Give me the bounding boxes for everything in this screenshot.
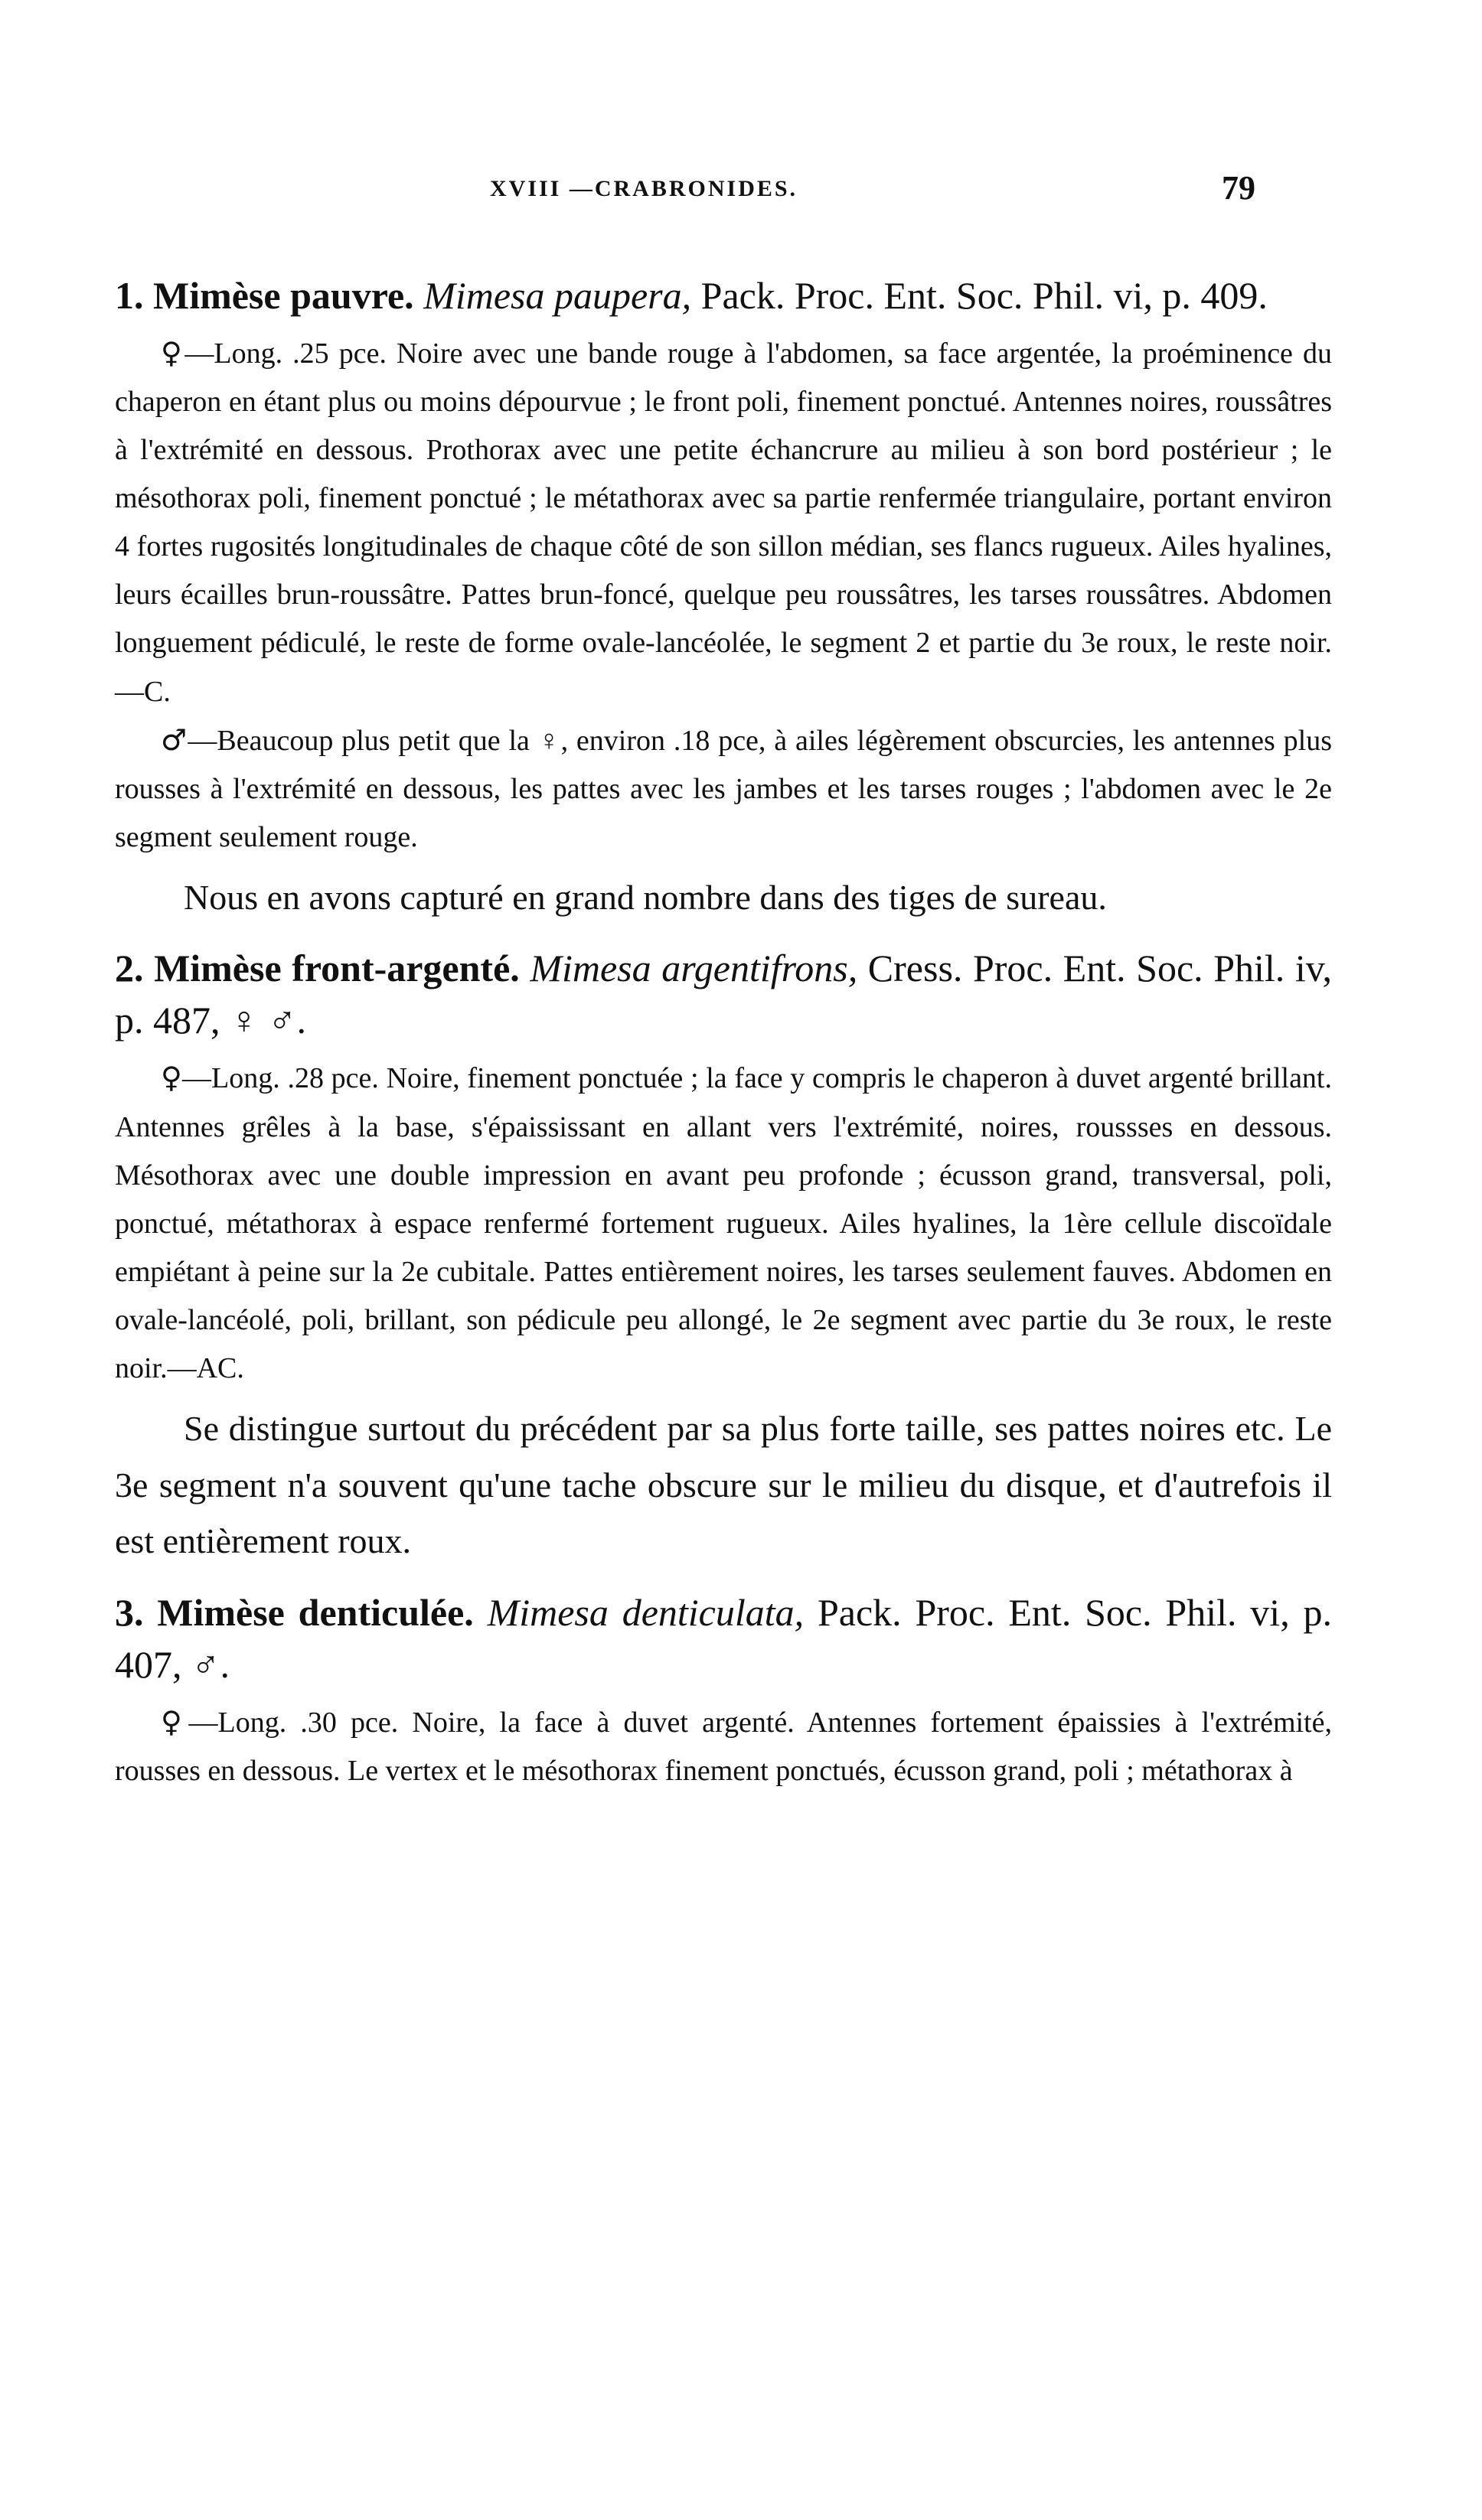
remark-2: Se distingue surtout du précédent par sa plus forte taille, ses pattes noires etc. Le 3e segment n'a souvent qu'une tache obscure sur le milieu du disque, et d'autrefois il est entièrement roux. xyxy=(115,1409,1332,1561)
description-text: —Long. .25 pce. Noire avec une bande rouge à l'abdomen, sa face argentée, la proéminence du chaperon en étant plus ou moins dépourvue ; le front poli, finement ponctué. Antennes noires, roussâtres à l'extrémité en dessous. Prothorax avec une petite échancrure au milieu à son bord postérieur ; le mésothorax poli, finement ponctué ; le métathorax avec sa partie renfermée triangulaire, portant environ 4 fortes rugosités longitudinales de chaque côté de son sillon médian, ses flancs rugueux. Ailes hyalines, leurs écailles brun-roussâtre. Pattes brun-foncé, quelque peu roussâtres, les tarses roussâtres. Abdomen longuement pédiculé, le reste de forme ovale-lancéolée, le segment 2 et partie du 3e roux, le reste noir.—C. xyxy=(115,337,1332,708)
female-description-2 xyxy=(115,1054,1332,1393)
page-number: 79 xyxy=(1222,169,1255,207)
description-text: —Long. .28 pce. Noire, finement ponctuée ; la face y compris le chaperon à duvet argenté brillant. Antennes grêles à la base, s'épaississant en allant vers l'extrémité, noires, roussses en dessous. Mésothorax avec une double impression en avant peu profonde ; écusson grand, transversal, poli, ponctué, métathorax à espace renfermé fortement rugueux. Ailes hyalines, la 1ère cellule discoïdale empiétant à peine sur la 2e cubitale. Pattes entièrement noires, les tarses seulement fauves. Abdomen en ovale-lancéolé, poli, brillant, son pédicule peu allongé, le 2e segment avec partie du 3e roux, le reste noir.—AC. xyxy=(115,1062,1332,1384)
running-head: XVIII —CRABRONIDES. xyxy=(490,176,798,201)
french-name: Mimèse denticulée. xyxy=(157,1590,474,1634)
scientific-name: Mimesa paupera, xyxy=(423,274,692,317)
entry-number: 3. xyxy=(115,1590,144,1634)
page-body xyxy=(115,253,1332,1795)
female-symbol: ♀ xyxy=(161,1061,183,1095)
species-heading-1 xyxy=(115,269,1332,321)
citation: Cress. Proc. Ent. Soc. Phil. iv, p. 487, ♀ ♂. xyxy=(115,947,1332,1042)
male-symbol: ♂ xyxy=(161,722,188,757)
entry-number: 1. xyxy=(115,274,144,317)
description-text: —Long. .30 pce. Noire, la face à duvet argenté. Antennes fortement épaissies à l'extrémité, rousses en dessous. Le vertex et le mésothorax finement ponctués, écusson grand, poli ; métathorax à xyxy=(115,1706,1332,1787)
citation: Pack. Proc. Ent. Soc. Phil. vi, p. 409. xyxy=(700,274,1268,317)
female-symbol: ♀ xyxy=(161,1704,189,1739)
female-symbol: ♀ xyxy=(161,336,185,370)
french-name: Mimèse pauvre. xyxy=(153,274,414,317)
scientific-name: Mimesa denticulata, xyxy=(487,1590,805,1634)
female-description-3 xyxy=(115,1698,1332,1795)
citation: Pack. Proc. Ent. Soc. Phil. vi, p. 407, ♂. xyxy=(115,1590,1332,1686)
male-description-1 xyxy=(115,716,1332,862)
scientific-name: Mimesa argentifrons, xyxy=(530,947,858,990)
description-text: —Beaucoup plus petit que la ♀, environ .18 pce, à ailes légèrement obscurcies, les antennes plus rousses à l'extrémité en dessous, les pattes avec les jambes et les tarses rouges ; l'abdomen avec le 2e segment seulement rouge. xyxy=(115,724,1332,853)
page-header xyxy=(0,168,1482,214)
entry-number: 2. xyxy=(115,947,144,990)
remark-1: Nous en avons capturé en grand nombre dans des tiges de sureau. xyxy=(184,877,1107,917)
species-heading-3 xyxy=(115,1586,1332,1690)
species-heading-2 xyxy=(115,942,1332,1046)
female-description-1 xyxy=(115,329,1332,716)
french-name: Mimèse front-argenté. xyxy=(154,947,520,990)
